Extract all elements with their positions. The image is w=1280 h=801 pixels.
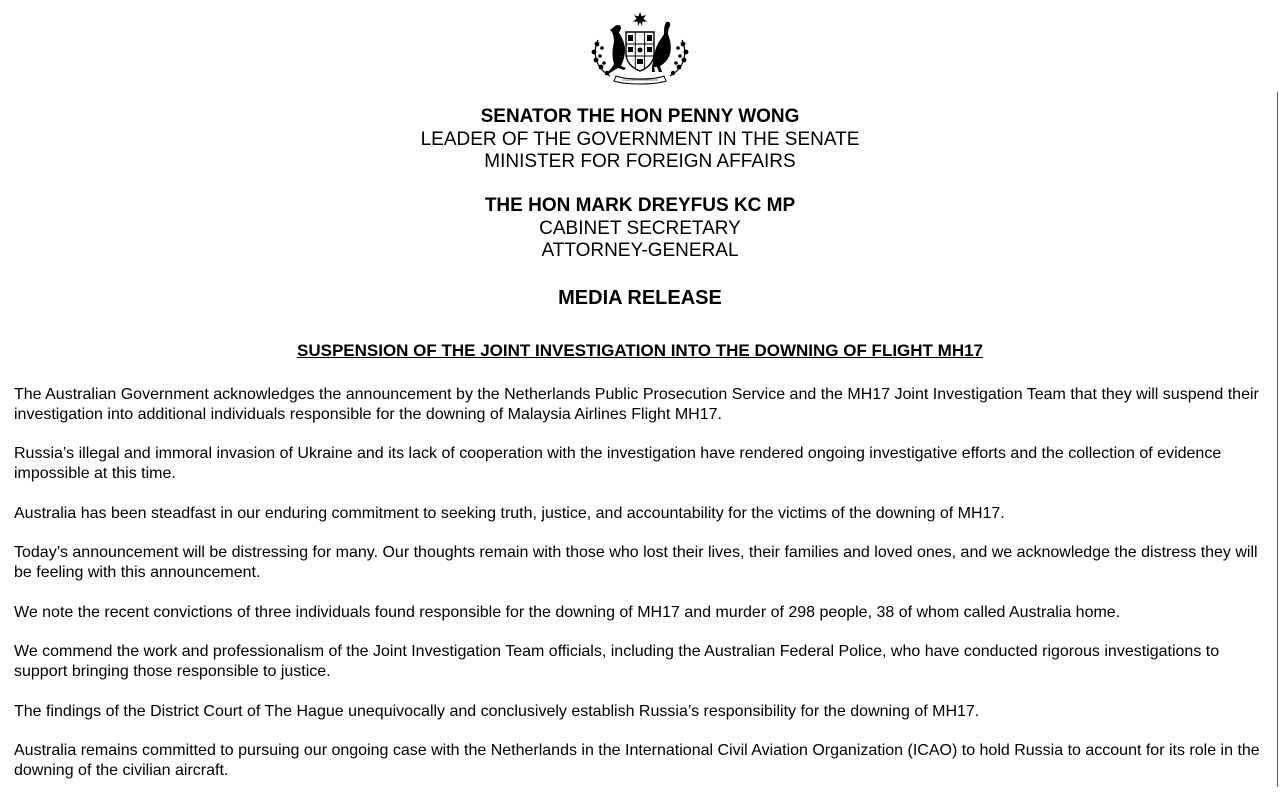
body-paragraph: Russia’s illegal and immoral invasion of Ukraine and its lack of cooperation with the investigation have rendered ongoing investigative efforts and the collection of evidence impossible at this time. <box>14 445 1222 483</box>
release-body <box>14 385 1270 801</box>
body-paragraph: Australia remains committed to pursuing our ongoing case with the Netherlands in the International Civil Aviation Organization (ICAO) to hold Russia to account for its role in the downing of the civilian aircraft. <box>14 742 1260 780</box>
senator-role-foreign-affairs: MINISTER FOR FOREIGN AFFAIRS <box>484 151 796 172</box>
body-paragraph: We note the recent convictions of three individuals found responsible for the downing of MH17 and murder of 298 people, 38 of whom called Australia home. <box>14 603 1121 621</box>
senator-block <box>0 106 1280 174</box>
body-paragraph: Today’s announcement will be distressing for many. Our thoughts remain with those who lost their lives, their families and loved ones, and we acknowledge the distress they will be feeling with this announcement. <box>14 544 1258 582</box>
attorney-role-cabinet-secretary: CABINET SECRETARY <box>539 217 741 239</box>
release-headline: SUSPENSION OF THE JOINT INVESTIGATION INTO THE DOWNING OF FLIGHT MH17 <box>296 341 984 360</box>
senator-role-senate-leader: LEADER OF THE GOVERNMENT IN THE SENATE <box>420 128 860 150</box>
senator-name: SENATOR THE HON PENNY WONG <box>480 106 800 127</box>
attorney-role-attorney-general: ATTORNEY-GENERAL <box>541 240 739 261</box>
body-paragraph: The findings of the District Court of The Hague unequivocally and conclusively establish Russia’s responsibility for the downing of MH17. <box>14 702 980 720</box>
body-paragraph: Australia has been steadfast in our enduring commitment to seeking truth, justice, and accountability for the victims of the downing of MH17. <box>14 504 1005 522</box>
attorney-block <box>0 195 1280 263</box>
body-paragraph: We commend the work and professionalism of the Joint Investigation Team officials, including the Australian Federal Police, who have conducted rigorous investigations to support bringing those responsible to justice. <box>14 643 1220 681</box>
attorney-name: THE HON MARK DREYFUS KC MP <box>484 195 796 216</box>
body-paragraph: The Australian Government acknowledges the announcement by the Netherlands Public Prosecution Service and the MH17 Joint Investigation Team that they will suspend their investigation into additional individuals responsible for the downing of Malaysia Airlines Flight MH17. <box>14 386 1259 423</box>
australian-coat-of-arms-icon <box>588 10 692 86</box>
media-release-label: MEDIA RELEASE <box>558 287 722 309</box>
